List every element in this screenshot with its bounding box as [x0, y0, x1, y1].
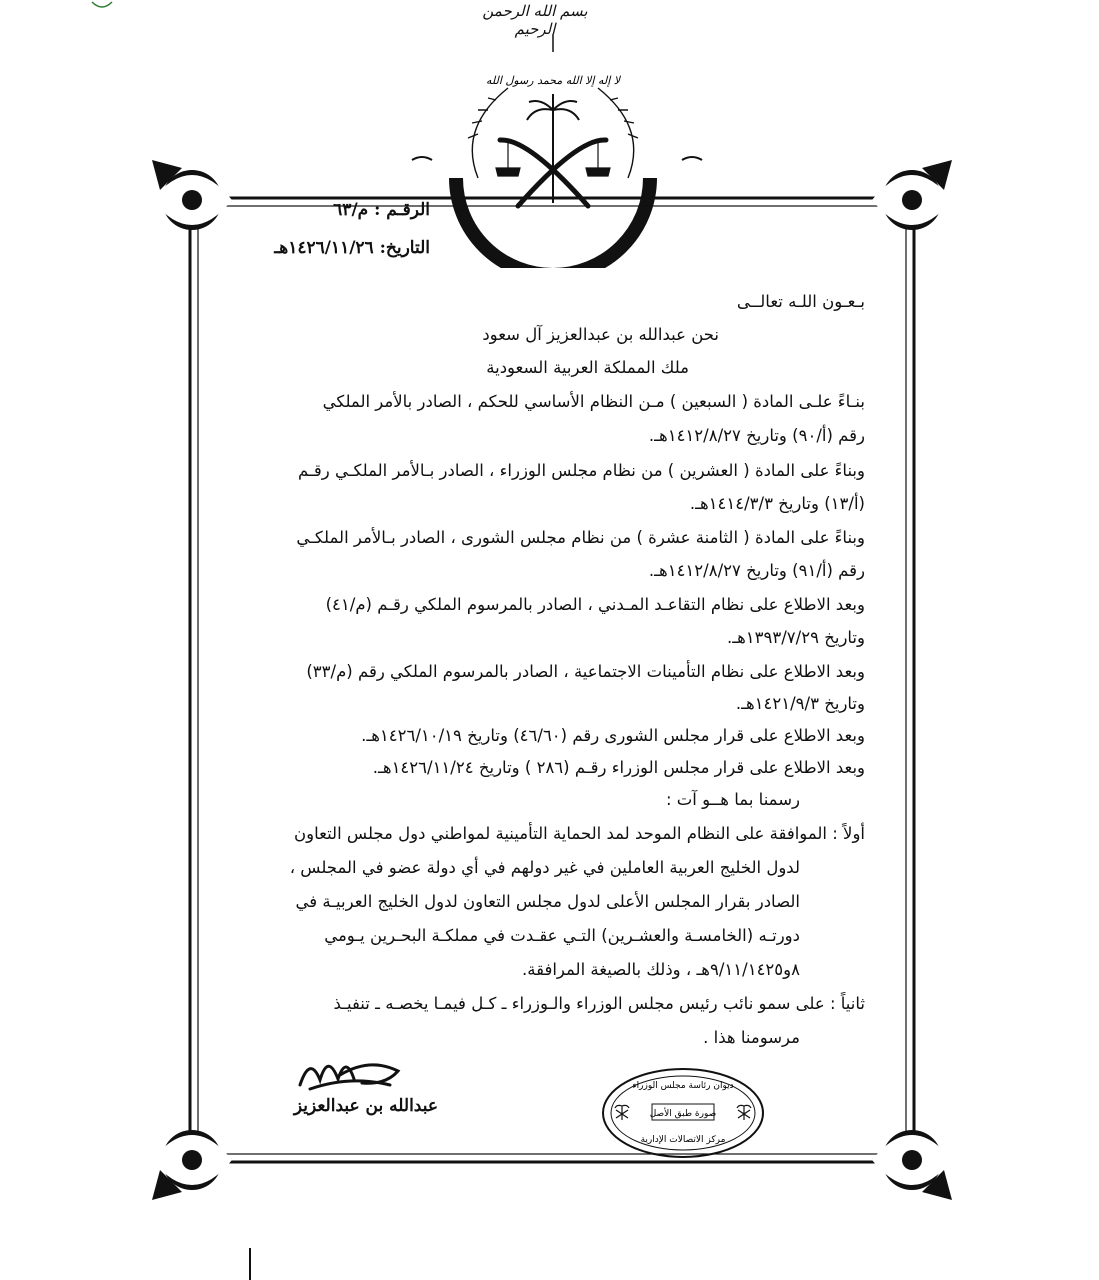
body-line: وتاريخ ١٤٢١/٩/٣هـ. [735, 694, 865, 713]
stamp-bottom-text: مركز الاتصالات الإدارية [640, 1135, 726, 1145]
king-name-line: نحن عبدالله بن عبدالعزيز آل سعود [482, 325, 719, 344]
handwritten-signature [290, 1045, 410, 1095]
body-line: دورتـه (الخامسـة والعشـرين) التـي عقـدت في مملكـة البحـرين يـومي [324, 926, 800, 945]
stamp-center-text: صورة طبق الأصل [649, 1109, 717, 1119]
body-line: بنـاءً علـى المادة ( السبعين ) مـن النظام الأساسي للحكم ، الصادر بالأمر الملكي [322, 392, 865, 411]
official-stamp [600, 1066, 766, 1160]
body-line: وبعد الاطلاع على نظام التأمينات الاجتماعية ، الصادر بالمرسوم الملكي رقم (م/٣٣) [306, 662, 865, 681]
body-line: وبناءً على المادة ( العشرين ) من نظام مجلس الوزراء ، الصادر بـالأمر الملكـي رقـم [298, 461, 865, 480]
body-line: (أ/١٣) وتاريخ ١٤١٤/٣/٣هـ. [689, 494, 865, 513]
king-title-line: ملك المملكة العربية السعودية [486, 358, 689, 377]
article-one-line: أولاً : الموافقة على النظام الموحد لمد الحماية التأمينية لمواطني دول مجلس التعاون [294, 824, 865, 843]
scan-corner-mark [90, 0, 114, 10]
body-line: رسمنا بما هــو آت : [665, 790, 800, 809]
emblem-ring-text: ديوان المظالم - المملكة العربية السعودية [478, 203, 628, 253]
scan-edge-mark [247, 1248, 253, 1280]
body-line: لدول الخليج العربية العاملين في غير دولهم في أي دولة عضو في المجلس ، [289, 858, 800, 877]
stamp-top-text: ديوان رئاسة مجلس الوزراء [632, 1081, 734, 1091]
body-line: وبعد الاطلاع على قرار مجلس الشورى رقم (٤٦/٦٠) وتاريخ ١٤٢٦/١٠/١٩هـ. [361, 726, 865, 745]
body-line: رقم (أ/٩١) وتاريخ ١٤١٢/٨/٢٧هـ. [648, 561, 865, 580]
opening-line: بـعـون اللـه تعالــى [736, 292, 865, 311]
body-line: وتاريخ ١٣٩٣/٧/٢٩هـ. [727, 628, 865, 647]
body-line: ٨و٩/١١/١٤٢٥هـ ، وذلك بالصيغة المرافقة. [522, 960, 800, 979]
body-line: مرسومنا هذا . [703, 1028, 800, 1047]
emblem-calligraphy: لا إله إلا الله محمد رسول الله [485, 74, 621, 87]
body-line: رقم (أ/٩٠) وتاريخ ١٤١٢/٨/٢٧هـ. [648, 426, 865, 445]
body-line: الصادر بقرار المجلس الأعلى لدول مجلس التعاون لدول الخليج العربيـة في [295, 892, 800, 911]
body-line: وبعد الاطلاع على قرار مجلس الوزراء رقـم (٢٨٦ ) وتاريخ ١٤٢٦/١١/٢٤هـ. [372, 758, 865, 777]
decree-number: الرقـم : م/٦٣ [333, 200, 430, 220]
body-line: وبعد الاطلاع على نظام التقاعـد المـدني ، الصادر بالمرسوم الملكي رقـم (م/٤١) [325, 595, 865, 614]
signatory-name: عبدالله بن عبدالعزيز [293, 1096, 438, 1116]
body-line: وبناءً على المادة ( الثامنة عشرة ) من نظام مجلس الشورى ، الصادر بـالأمر الملكـي [296, 528, 865, 547]
decree-date: التاريخ: ١٤٢٦/١١/٢٦هـ [274, 238, 430, 258]
basmala-header: بسم الله الرحمن الرحيم [482, 2, 588, 38]
article-two-line: ثانياً : على سمو نائب رئيس مجلس الوزراء والـوزراء ـ كـل فيمـا يخصـه ـ تنفيـذ [333, 994, 865, 1013]
